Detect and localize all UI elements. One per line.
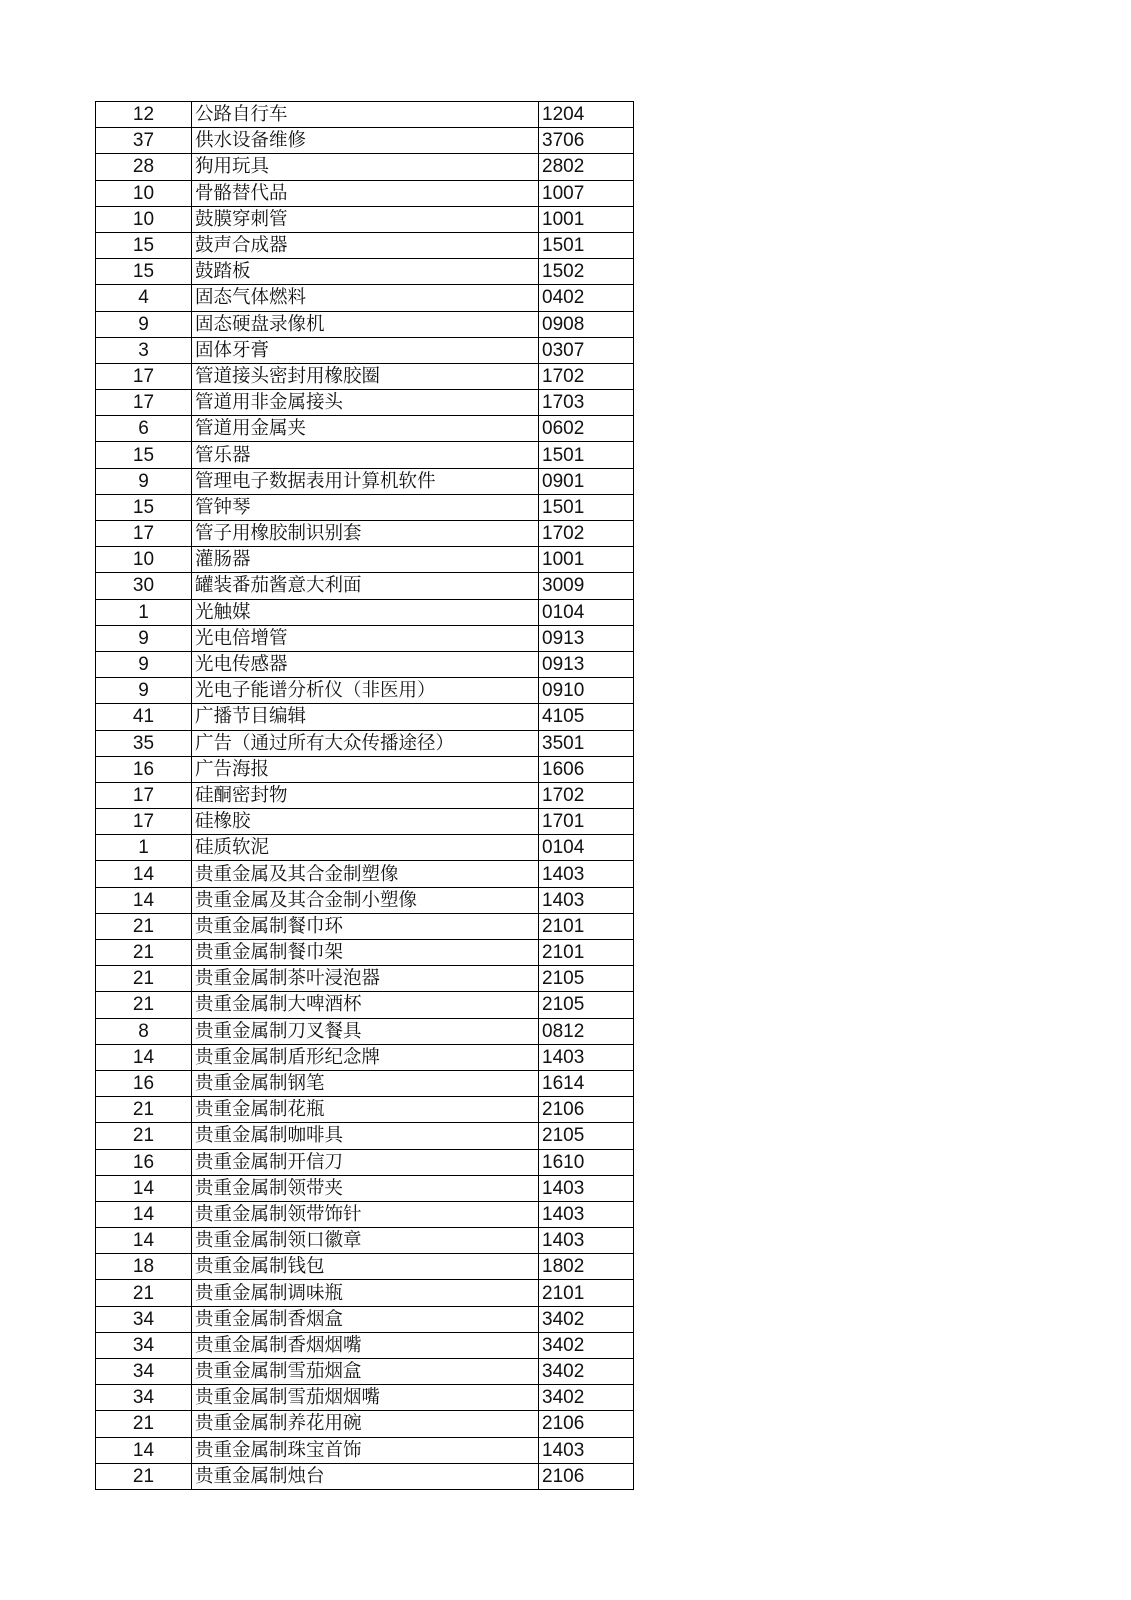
goods-name-cell: 贵重金属制茶叶浸泡器: [192, 966, 539, 992]
class-number-cell: 9: [96, 468, 192, 494]
table-row: [96, 1332, 634, 1358]
group-code-cell: 1703: [539, 390, 634, 416]
group-code-cell: 2105: [539, 1123, 634, 1149]
table-row: [96, 782, 634, 808]
table-row: [96, 1463, 634, 1489]
group-code-cell: 2101: [539, 913, 634, 939]
goods-name-cell: 硅酮密封物: [192, 782, 539, 808]
goods-name-cell: 光触媒: [192, 599, 539, 625]
class-number-cell: 21: [96, 1123, 192, 1149]
table-row: [96, 1097, 634, 1123]
group-code-cell: 0910: [539, 678, 634, 704]
group-code-cell: 3501: [539, 730, 634, 756]
class-number-cell: 17: [96, 782, 192, 808]
table-row: [96, 1359, 634, 1385]
table-body: [96, 102, 634, 1490]
group-code-cell: 2101: [539, 1280, 634, 1306]
goods-name-cell: 管道接头密封用橡胶圈: [192, 363, 539, 389]
goods-name-cell: 贵重金属制咖啡具: [192, 1123, 539, 1149]
group-code-cell: 0812: [539, 1018, 634, 1044]
group-code-cell: 1403: [539, 1437, 634, 1463]
class-number-cell: 21: [96, 913, 192, 939]
table-row: [96, 180, 634, 206]
group-code-cell: 4105: [539, 704, 634, 730]
group-code-cell: 1702: [539, 782, 634, 808]
class-number-cell: 10: [96, 547, 192, 573]
class-number-cell: 14: [96, 1437, 192, 1463]
table-row: [96, 206, 634, 232]
table-row: [96, 730, 634, 756]
group-code-cell: 3009: [539, 573, 634, 599]
table-row: [96, 599, 634, 625]
goods-name-cell: 贵重金属制刀叉餐具: [192, 1018, 539, 1044]
goods-name-cell: 贵重金属制雪茄烟盒: [192, 1359, 539, 1385]
group-code-cell: 0307: [539, 337, 634, 363]
class-number-cell: 9: [96, 311, 192, 337]
table-row: [96, 390, 634, 416]
goods-name-cell: 贵重金属制烛台: [192, 1463, 539, 1489]
goods-name-cell: 贵重金属制香烟烟嘴: [192, 1332, 539, 1358]
class-number-cell: 21: [96, 1463, 192, 1489]
class-number-cell: 15: [96, 442, 192, 468]
class-number-cell: 21: [96, 1411, 192, 1437]
table-row: [96, 442, 634, 468]
class-number-cell: 12: [96, 102, 192, 128]
goods-name-cell: 公路自行车: [192, 102, 539, 128]
table-row: [96, 1411, 634, 1437]
table-row: [96, 625, 634, 651]
class-number-cell: 14: [96, 1228, 192, 1254]
class-number-cell: 15: [96, 494, 192, 520]
group-code-cell: 1614: [539, 1070, 634, 1096]
group-code-cell: 2106: [539, 1411, 634, 1437]
class-number-cell: 14: [96, 861, 192, 887]
table-row: [96, 1280, 634, 1306]
table-row: [96, 756, 634, 782]
class-number-cell: 9: [96, 651, 192, 677]
goods-name-cell: 贵重金属制领口徽章: [192, 1228, 539, 1254]
group-code-cell: 1403: [539, 1044, 634, 1070]
class-number-cell: 16: [96, 1070, 192, 1096]
group-code-cell: 1502: [539, 259, 634, 285]
goods-name-cell: 贵重金属制珠宝首饰: [192, 1437, 539, 1463]
table-row: [96, 1123, 634, 1149]
class-number-cell: 41: [96, 704, 192, 730]
group-code-cell: 2106: [539, 1463, 634, 1489]
goods-name-cell: 贵重金属制大啤酒杯: [192, 992, 539, 1018]
group-code-cell: 2101: [539, 940, 634, 966]
table-row: [96, 913, 634, 939]
goods-name-cell: 贵重金属制盾形纪念牌: [192, 1044, 539, 1070]
class-number-cell: 37: [96, 128, 192, 154]
group-code-cell: 1702: [539, 521, 634, 547]
group-code-cell: 0104: [539, 599, 634, 625]
goods-name-cell: 贵重金属及其合金制塑像: [192, 861, 539, 887]
group-code-cell: 1001: [539, 547, 634, 573]
goods-name-cell: 贵重金属及其合金制小塑像: [192, 887, 539, 913]
goods-name-cell: 贵重金属制花瓶: [192, 1097, 539, 1123]
group-code-cell: 1606: [539, 756, 634, 782]
table-row: [96, 416, 634, 442]
group-code-cell: 0913: [539, 651, 634, 677]
table-row: [96, 547, 634, 573]
goods-name-cell: 贵重金属制养花用碗: [192, 1411, 539, 1437]
goods-name-cell: 光电倍增管: [192, 625, 539, 651]
group-code-cell: 1403: [539, 1201, 634, 1227]
table-row: [96, 285, 634, 311]
table-row: [96, 1044, 634, 1070]
goods-name-cell: 骨骼替代品: [192, 180, 539, 206]
group-code-cell: 1702: [539, 363, 634, 389]
class-number-cell: 10: [96, 206, 192, 232]
goods-name-cell: 广告（通过所有大众传播途径）: [192, 730, 539, 756]
group-code-cell: 1403: [539, 1175, 634, 1201]
goods-name-cell: 广播节目编辑: [192, 704, 539, 730]
class-number-cell: 34: [96, 1385, 192, 1411]
table-row: [96, 154, 634, 180]
group-code-cell: 3402: [539, 1332, 634, 1358]
table-row: [96, 1254, 634, 1280]
table-row: [96, 232, 634, 258]
goods-name-cell: 贵重金属制雪茄烟烟嘴: [192, 1385, 539, 1411]
table-row: [96, 1175, 634, 1201]
group-code-cell: 1204: [539, 102, 634, 128]
class-number-cell: 6: [96, 416, 192, 442]
table-row: [96, 704, 634, 730]
group-code-cell: 2105: [539, 966, 634, 992]
group-code-cell: 1701: [539, 809, 634, 835]
table-row: [96, 1437, 634, 1463]
group-code-cell: 1403: [539, 861, 634, 887]
group-code-cell: 3402: [539, 1306, 634, 1332]
class-number-cell: 16: [96, 756, 192, 782]
group-code-cell: 2802: [539, 154, 634, 180]
goods-name-cell: 硅橡胶: [192, 809, 539, 835]
table-row: [96, 573, 634, 599]
goods-name-cell: 贵重金属制开信刀: [192, 1149, 539, 1175]
group-code-cell: 2106: [539, 1097, 634, 1123]
class-number-cell: 9: [96, 625, 192, 651]
group-code-cell: 1802: [539, 1254, 634, 1280]
class-number-cell: 21: [96, 992, 192, 1018]
table-row: [96, 521, 634, 547]
class-number-cell: 17: [96, 809, 192, 835]
goods-name-cell: 灌肠器: [192, 547, 539, 573]
group-code-cell: 1403: [539, 1228, 634, 1254]
goods-name-cell: 管子用橡胶制识别套: [192, 521, 539, 547]
goods-name-cell: 管道用金属夹: [192, 416, 539, 442]
group-code-cell: 0913: [539, 625, 634, 651]
table-row: [96, 940, 634, 966]
goods-name-cell: 罐装番茄酱意大利面: [192, 573, 539, 599]
class-number-cell: 3: [96, 337, 192, 363]
group-code-cell: 1610: [539, 1149, 634, 1175]
goods-name-cell: 贵重金属制餐巾架: [192, 940, 539, 966]
table-row: [96, 259, 634, 285]
table-row: [96, 1201, 634, 1227]
table-row: [96, 468, 634, 494]
goods-name-cell: 固态气体燃料: [192, 285, 539, 311]
class-number-cell: 21: [96, 1097, 192, 1123]
class-number-cell: 17: [96, 390, 192, 416]
class-number-cell: 9: [96, 678, 192, 704]
group-code-cell: 0104: [539, 835, 634, 861]
goods-name-cell: 光电子能谱分析仪（非医用）: [192, 678, 539, 704]
class-number-cell: 4: [96, 285, 192, 311]
goods-name-cell: 鼓声合成器: [192, 232, 539, 258]
table-row: [96, 992, 634, 1018]
table-row: [96, 102, 634, 128]
class-number-cell: 14: [96, 1201, 192, 1227]
group-code-cell: 1501: [539, 494, 634, 520]
class-number-cell: 34: [96, 1306, 192, 1332]
table-row: [96, 1228, 634, 1254]
group-code-cell: 3706: [539, 128, 634, 154]
class-number-cell: 21: [96, 940, 192, 966]
class-number-cell: 15: [96, 259, 192, 285]
table-row: [96, 1385, 634, 1411]
goods-name-cell: 管道用非金属接头: [192, 390, 539, 416]
goods-name-cell: 狗用玩具: [192, 154, 539, 180]
class-number-cell: 21: [96, 1280, 192, 1306]
goods-name-cell: 贵重金属制领带饰针: [192, 1201, 539, 1227]
group-code-cell: 1001: [539, 206, 634, 232]
class-number-cell: 30: [96, 573, 192, 599]
class-number-cell: 8: [96, 1018, 192, 1044]
goods-classification-table: [95, 101, 634, 1490]
goods-name-cell: 管乐器: [192, 442, 539, 468]
group-code-cell: 3402: [539, 1359, 634, 1385]
goods-name-cell: 固体牙膏: [192, 337, 539, 363]
group-code-cell: 0402: [539, 285, 634, 311]
class-number-cell: 14: [96, 887, 192, 913]
table-row: [96, 835, 634, 861]
group-code-cell: 1501: [539, 442, 634, 468]
group-code-cell: 1403: [539, 887, 634, 913]
class-number-cell: 1: [96, 599, 192, 625]
class-number-cell: 16: [96, 1149, 192, 1175]
class-number-cell: 17: [96, 363, 192, 389]
group-code-cell: 0908: [539, 311, 634, 337]
group-code-cell: 1007: [539, 180, 634, 206]
table-row: [96, 311, 634, 337]
table-row: [96, 363, 634, 389]
table-row: [96, 809, 634, 835]
group-code-cell: 0602: [539, 416, 634, 442]
goods-name-cell: 贵重金属制餐巾环: [192, 913, 539, 939]
class-number-cell: 17: [96, 521, 192, 547]
class-number-cell: 14: [96, 1175, 192, 1201]
goods-name-cell: 贵重金属制钢笔: [192, 1070, 539, 1096]
class-number-cell: 21: [96, 966, 192, 992]
goods-name-cell: 贵重金属制领带夹: [192, 1175, 539, 1201]
table-row: [96, 128, 634, 154]
table-row: [96, 678, 634, 704]
table-row: [96, 887, 634, 913]
class-number-cell: 1: [96, 835, 192, 861]
table-row: [96, 1306, 634, 1332]
group-code-cell: 1501: [539, 232, 634, 258]
goods-name-cell: 供水设备维修: [192, 128, 539, 154]
class-number-cell: 18: [96, 1254, 192, 1280]
goods-name-cell: 管理电子数据表用计算机软件: [192, 468, 539, 494]
table-row: [96, 1070, 634, 1096]
class-number-cell: 14: [96, 1044, 192, 1070]
group-code-cell: 0901: [539, 468, 634, 494]
class-number-cell: 10: [96, 180, 192, 206]
goods-name-cell: 贵重金属制调味瓶: [192, 1280, 539, 1306]
table-row: [96, 1018, 634, 1044]
goods-name-cell: 光电传感器: [192, 651, 539, 677]
table-row: [96, 1149, 634, 1175]
goods-name-cell: 广告海报: [192, 756, 539, 782]
class-number-cell: 28: [96, 154, 192, 180]
group-code-cell: 3402: [539, 1385, 634, 1411]
goods-name-cell: 硅质软泥: [192, 835, 539, 861]
goods-name-cell: 鼓膜穿刺管: [192, 206, 539, 232]
goods-name-cell: 管钟琴: [192, 494, 539, 520]
class-number-cell: 34: [96, 1332, 192, 1358]
table-row: [96, 651, 634, 677]
table-row: [96, 861, 634, 887]
class-number-cell: 15: [96, 232, 192, 258]
group-code-cell: 2105: [539, 992, 634, 1018]
goods-name-cell: 贵重金属制钱包: [192, 1254, 539, 1280]
table-row: [96, 337, 634, 363]
table-row: [96, 494, 634, 520]
class-number-cell: 34: [96, 1359, 192, 1385]
class-number-cell: 35: [96, 730, 192, 756]
goods-name-cell: 贵重金属制香烟盒: [192, 1306, 539, 1332]
goods-name-cell: 固态硬盘录像机: [192, 311, 539, 337]
table-row: [96, 966, 634, 992]
goods-name-cell: 鼓踏板: [192, 259, 539, 285]
